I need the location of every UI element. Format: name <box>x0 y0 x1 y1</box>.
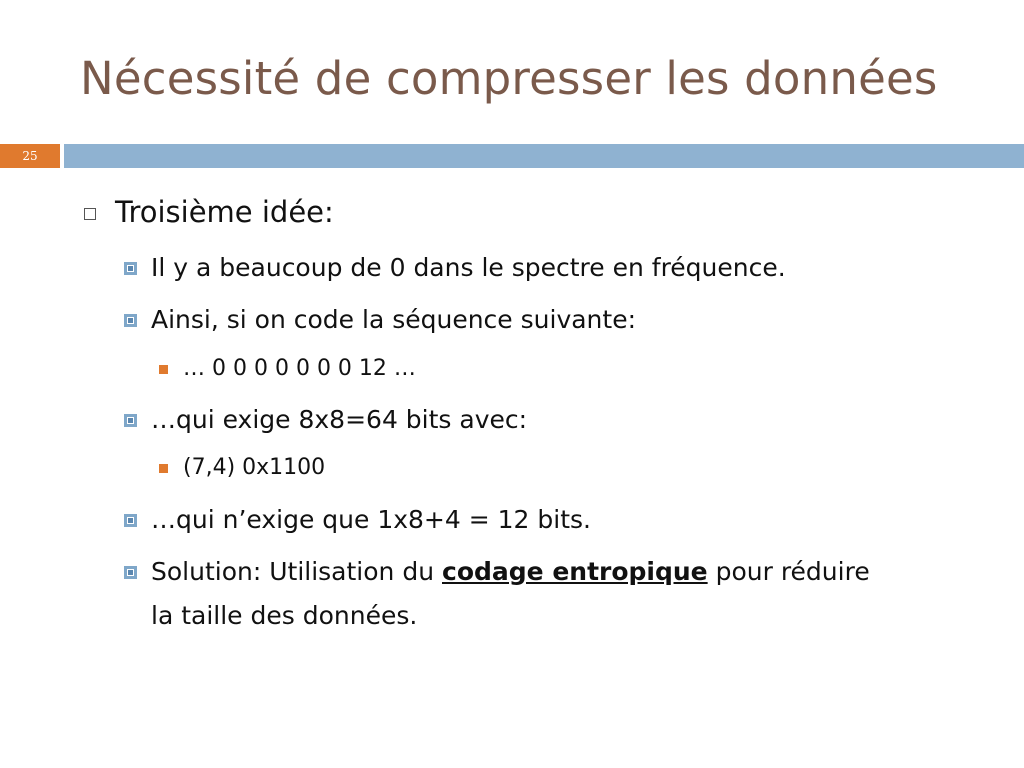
square-bullet-icon <box>124 314 137 327</box>
bullet-item-solution <box>151 557 870 586</box>
bullet-level1-troisieme-idee: Troisième idée: <box>115 195 334 229</box>
square-bullet-icon <box>124 262 137 275</box>
codage-entropique-emphasis: codage entropique <box>442 557 708 586</box>
sub-item-sequence: … 0 0 0 0 0 0 0 12 … <box>183 356 416 381</box>
bullet-item-solution-line2: la taille des données. <box>151 601 418 630</box>
solution-prefix: Solution: Utilisation du <box>151 557 442 586</box>
bullet-item-64-bits: …qui exige 8x8=64 bits avec: <box>151 405 528 434</box>
header-bar <box>64 144 1024 168</box>
filled-square-bullet-icon <box>159 464 168 473</box>
square-bullet-icon <box>124 566 137 579</box>
bullet-item-code-sequence: Ainsi, si on code la séquence suivante: <box>151 305 637 334</box>
slide-title: Nécessité de compresser les données <box>80 52 938 105</box>
slide-number: 25 <box>0 144 60 168</box>
square-bullet-icon <box>124 414 137 427</box>
filled-square-bullet-icon <box>159 365 168 374</box>
square-bullet-icon <box>124 514 137 527</box>
bullet-item-12-bits: …qui n’exige que 1x8+4 = 12 bits. <box>151 505 591 534</box>
bullet-item-zeros-spectrum: Il y a beaucoup de 0 dans le spectre en fréquence. <box>151 253 786 282</box>
sub-item-code: (7,4) 0x1100 <box>183 455 326 480</box>
hollow-square-bullet-icon <box>84 208 96 220</box>
solution-suffix: pour réduire <box>707 557 870 586</box>
